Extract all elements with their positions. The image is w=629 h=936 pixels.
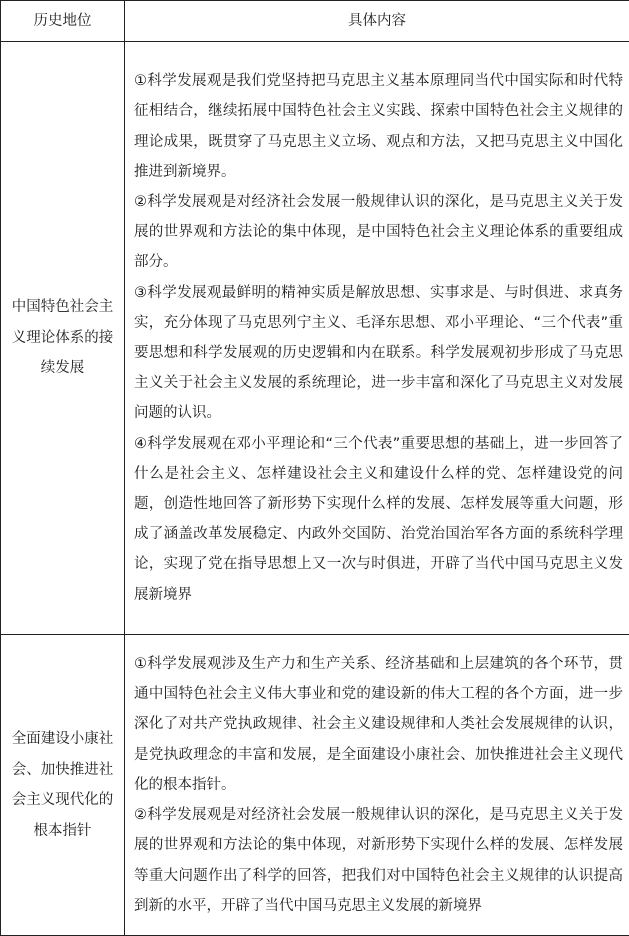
table-row — [1, 635, 629, 936]
row-2-paragraph-1: ①科学发展观涉及生产力和生产关系、经济基础和上层建筑的各个环节，贯通中国特色社会主义伟大事业和党的建设新的伟大工程的各个方面，进一步深化了对共产党执政规律、社会主义建设规律和人类社会发展规律的认识，是党执政理念的丰富和发展，是全面建设小康社会、加快推进社会主义现代化的根本指针。 — [134, 656, 623, 793]
row-1-paragraph-4: ④科学发展观在邓小平理论和“三个代表”重要思想的基础上，进一步回答了什么是社会主义、怎样建设社会主义和建设什么样的党、怎样建设党的问题，创造性地回答了新形势下实现什么样的发展、怎样发展等重大问题，形成了涵盖改革发展稳定、内政外交国防、治党治国治军各方面的系统科学理论，实现了党在指导思想上又一次与时俱进，开辟了当代中国马克思主义发展新境界 — [134, 435, 623, 603]
row-1-paragraph-2: ②科学发展观是对经济社会发展一般规律认识的深化，是马克思主义关于发展的世界观和方法论的集中体现，是中国特色社会主义理论体系的重要组成部分。 — [134, 193, 623, 271]
header-content: 具体内容 — [125, 1, 629, 42]
table-row — [1, 42, 629, 635]
header-history-status: 历史地位 — [1, 1, 125, 42]
row-2-paragraph-2: ②科学发展观是对经济社会发展一般规律认识的深化，是马克思主义关于发展的世界观和方法论的集中体现，对新形势下实现什么样的发展、怎样发展等重大问题作出了科学的回答，把我们对中国特色社会主义规律的认识提高到新的水平，开辟了当代中国马克思主义发展的新境界 — [134, 807, 623, 914]
row-1-paragraph-3: ③科学发展观最鲜明的精神实质是解放思想、实事求是、与时俱进、求真务实，充分体现了马克思列宁主义、毛泽东思想、邓小平理论、“三个代表”重要思想和科学发展观的历史逻辑和内在联系。科学发展观初步形成了马克思主义关于社会主义发展的系统理论，进一步丰富和深化了马克思主义对发展问题的认识。 — [134, 284, 623, 422]
row-2-position: 全面建设小康社会、加快推进社会主义现代化的根本指针 — [1, 635, 125, 936]
row-1-content — [125, 42, 629, 635]
row-2-content — [125, 635, 629, 936]
row-1-paragraph-1: ①科学发展观是我们党坚持把马克思主义基本原理同当代中国实际和时代特征相结合，继续拓展中国特色社会主义实践、探索中国特色社会主义规律的理论成果，既贯穿了马克思主义立场、观点和方法，又把马克思主义中国化推进到新境界。 — [134, 73, 623, 180]
row-1-position: 中国特色社会主义理论体系的接续发展 — [1, 42, 125, 635]
table-header-row — [1, 1, 629, 42]
